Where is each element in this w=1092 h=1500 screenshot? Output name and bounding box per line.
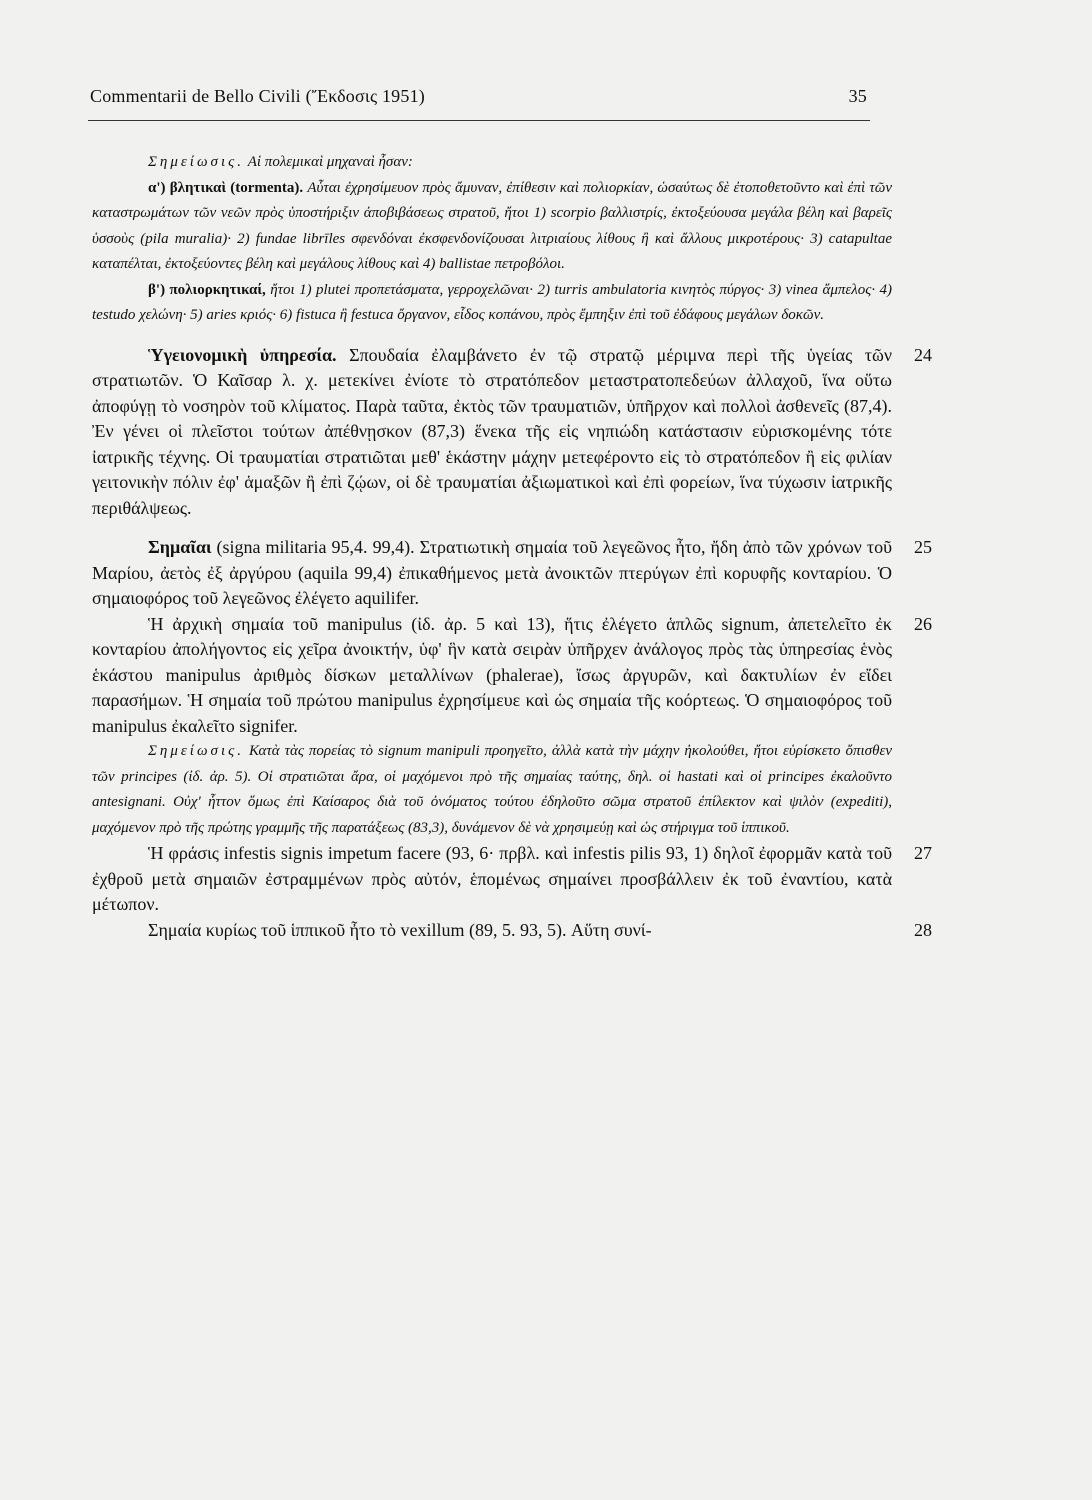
note-antesignani (92, 739, 892, 841)
note-text: Κατὰ τὰς πορείας τὸ signum manipuli προηγεῖτο, ἀλλὰ κατὰ τὴν μάχην ἠκολούθει, ἤτοι εὑρίσκετο ὄπισθεν τῶν principes (ἰδ. ἀρ. 5). Οἱ στρατιῶται ἄρα, οἱ μαχόμενοι πρὸ τῆς σημαίας ταύτης, δηλ. οἱ hastati καὶ οἱ principes ἐκαλοῦντο antesignani. Οὐχ' ἧττον ὅμως ἐπὶ Καίσαρος διὰ τοῦ ὀνόματος τούτου ἐδηλοῦτο σῶμα στρατοῦ ἐπίλεκτον καὶ ψιλὸν (expediti), μαχόμενον πρὸ τῆς πρώτης γραμμῆς τῆς παρατάξεως (83,3), δυνάμενον δὲ νὰ χρησιμεύῃ καὶ ὡς στήριγμα τοῦ ἱππικοῦ. (92, 743, 893, 836)
section-text: (signa militaria 95,4. 99,4). Στρατιωτικὴ σημαία τοῦ λεγεῶνος ἦτο, ἤδη ἀπὸ τῶν χρόνων τοῦ Μαρίου, ἀετὸς ἐξ ἀργύρου (aquila 99,4) ἐπικαθήμενος μετὰ ἀνοικτῶν πτερύγων ἐπὶ κορυφῆς κονταρίου. Ὁ σημαιοφόρος τοῦ λεγεῶνος ἐλέγετο aquilifer. (92, 537, 892, 608)
section-heading: Σημαῖαι (148, 537, 212, 557)
margin-number: 26 (914, 613, 932, 634)
note-beta (92, 278, 892, 329)
section-text: Σπουδαία ἐλαμβάνετο ἐν τῷ στρατῷ μέριμνα περὶ τῆς ὑγείας τῶν στρατιωτῶν. Ὁ Καῖσαρ λ. χ. μετεκίνει ἐνίοτε τὸ στρατόπεδον μεταστρατοπεδεύων ἀλλαχοῦ, ἵνα οὕτω ἀποφύγῃ τὸ νοσηρὸν τοῦ κλίματος. Παρὰ ταῦτα, ἐκτὸς τῶν τραυματιῶν, ὑπῆρχον καὶ πολλοὶ ἀσθενεῖς (87,4). Ἐν γένει οἱ πλεῖστοι τούτων ἀπέθνῃσκον (87,3) ἕνεκα τῆς εἰς νηπιώδη κατάστασιν εὑρισκομένης τότε ἰατρικῆς τέχνης. Οἱ τραυματίαι στρατιῶται μεθ' ἑκάστην μάχην μετεφέροντο εἰς τὸ στρατόπεδον ἢ εἰς φιλίαν γειτονικὴν πόλιν ἐφ' ἁμαξῶν ἢ ἐπὶ ζῴων, οἱ δὲ τραυματίαι ἀξιωματικοὶ καὶ ἐπὶ φορείων, ἵνα τύχωσιν ἰατρικῆς περιθάλψεως. (92, 344, 892, 518)
note-alpha (92, 176, 892, 278)
section-heading: Ὑγειονομικὴ ὑπηρεσία. (148, 344, 337, 365)
margin-number: 28 (914, 919, 932, 940)
note-intro (92, 150, 892, 176)
paragraph-vexillum (92, 918, 932, 944)
section-hygiene (92, 343, 932, 522)
paragraph-infestis (92, 841, 932, 918)
note-intro-text: Αἱ πολεμικαὶ μηχαναὶ ἦσαν: (247, 154, 413, 170)
page-number: 35 (848, 86, 867, 106)
body-text (92, 150, 932, 943)
running-header (90, 86, 867, 107)
note-label: Σημείωσις. (148, 154, 244, 170)
alpha-label: α') βλητικαὶ (tormenta). (148, 179, 304, 196)
header-rule (88, 120, 870, 121)
paragraph-text: Ἡ ἀρχικὴ σημαία τοῦ manipulus (ἰδ. ἀρ. 5 καὶ 13), ἥτις ἐλέγετο ἁπλῶς signum, ἀπετελεῖτο ἐκ κονταρίου ἀπολήγοντος εἰς χεῖρα ἀνοικτήν, ὑφ' ἣν κατὰ σειρὰν ὑπῆρχεν ἀνάλογος πρὸς τὰς ὑπηρεσίας ἑνὸς ἑκάστου manipulus ἀριθμὸς δίσκων μεταλλίνων (phalerae), ἴσως ἀργυρῶν, καὶ δακτυλίων ἐν εἴδει παρασήμων. Ἡ σημαία τοῦ πρώτου manipulus ἐχρησίμευε καὶ ὡς σημαία τῆς κοόρτεως. Ὁ σημαιοφόρος τοῦ manipulus ἐκαλεῖτο signifer. (92, 613, 892, 736)
margin-number: 24 (914, 344, 932, 365)
paragraph-text: Ἡ φράσις infestis signis impetum facere (93, 6· πρβλ. καὶ infestis pilis 93, 1) δηλοῖ ἐφορμᾶν κατὰ τοῦ ἐχθροῦ μετὰ σημαιῶν ἐστραμμένων πρὸς αὐτόν, ἑπομένως σημαίνει προσβάλλειν ἐκ τοῦ ἐναντίου, κατὰ μέτωπον. (92, 843, 892, 914)
beta-text: ἤτοι 1) plutei προπετάσματα, γερροχελῶναι· 2) turris ambulatoria κινητὸς πύργος· 3) vinea ἄμπελος· 4) testudo χελώνη· 5) aries κριός· 6) fistuca ἢ festuca ὄργανον, εἶδος κοπάνου, πρὸς ἔμπηξιν ἐπὶ τοῦ ἐδάφους μεγάλων δοκῶν. (92, 281, 893, 323)
paragraph-manipulus (92, 612, 932, 740)
margin-number: 25 (914, 537, 932, 557)
alpha-text: Αὗται ἐχρησίμευον πρὸς ἄμυναν, ἐπίθεσιν καὶ πολιορκίαν, ὡσαύτως δὲ ἐτοποθετοῦντο καὶ ἐπὶ τῶν καταστρωμάτων τῶν νεῶν πρὸς ὑποστήριξιν ἀποβιβάσεως στρατοῦ, ἤτοι 1) scorpio βαλλιστρίς, ἐκτοξεύουσα μεγάλα βέλη καὶ βαρεῖς ὑσσοὺς (pila muralia)· 2) fundae librīles σφενδόναι ἐκσφενδονίζουσαι λιτριαίους λίθους ἢ καὶ ἄλλους μικροτέρους· 3) catapultae καταπέλται, ἐκτοξεύοντες βέλη καὶ μεγάλους λίθους καὶ 4) ballistae πετροβόλοι. (92, 179, 892, 272)
note-label: Σημείωσις. (148, 743, 244, 759)
paragraph-text: Σημαία κυρίως τοῦ ἱππικοῦ ἦτο τὸ vexillum (89, 5. 93, 5). Αὕτη συνί- (148, 919, 652, 940)
beta-label: β') πολιορκητικαί, (148, 281, 266, 298)
section-signa (92, 535, 932, 612)
note-war-machines (92, 150, 892, 329)
margin-number: 27 (914, 843, 932, 863)
running-title: Commentarii de Bello Civili (Ἔκδοσις 1951) (90, 86, 425, 106)
